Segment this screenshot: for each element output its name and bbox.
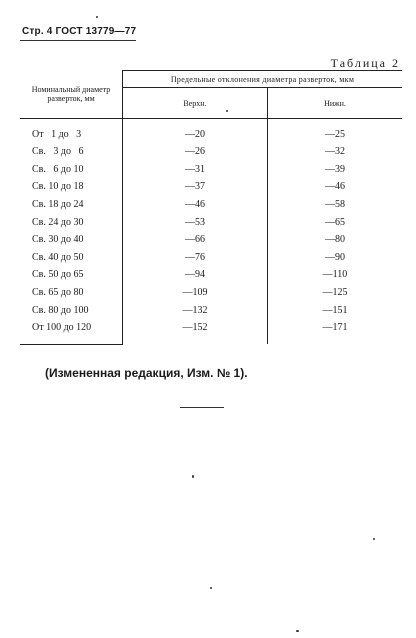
upper-deviation-cell: —152 <box>123 319 268 345</box>
diameter-cell: Св. 40 до 50 <box>32 251 84 263</box>
table-row <box>20 143 402 161</box>
upper-deviation-cell: —46 <box>123 196 268 214</box>
table-body <box>20 119 402 345</box>
diameter-cell: Св. 50 до 65 <box>32 269 84 281</box>
diameter-cell: Св. 80 до 100 <box>32 304 89 316</box>
table-row <box>20 196 402 214</box>
lower-deviation-cell: —39 <box>268 161 403 179</box>
upper-deviation-cell: —37 <box>123 178 268 196</box>
diameter-cell: Св. 18 до 24 <box>32 199 84 211</box>
table-label: Таблица 2 <box>330 56 400 70</box>
table-row <box>20 161 402 179</box>
amendment-note: (Измененная редакция, Изм. № 1). <box>45 366 248 380</box>
diameter-cell: От 100 до 120 <box>20 319 123 345</box>
upper-deviation-cell: —20 <box>123 119 268 144</box>
upper-deviation-cell: —53 <box>123 213 268 231</box>
lower-deviation-cell: —125 <box>268 284 403 302</box>
upper-deviation-cell: —132 <box>123 301 268 319</box>
header-underline <box>20 40 136 41</box>
upper-deviation-cell: —31 <box>123 161 268 179</box>
diameter-cell: Св. 65 до 80 <box>32 287 84 299</box>
table-row <box>20 266 402 284</box>
diameter-cell: Св. 6 до 10 <box>32 163 84 175</box>
diameter-cell: Св. 30 до 40 <box>32 234 84 246</box>
lower-deviation-cell: —110 <box>268 266 403 284</box>
page-header: Стр. 4 ГОСТ 13779—77 <box>22 26 137 37</box>
lower-deviation-cell: —46 <box>268 178 403 196</box>
upper-deviation-cell: —109 <box>123 284 268 302</box>
table-row <box>20 301 402 319</box>
upper-deviation-cell: —66 <box>123 231 268 249</box>
table-row <box>20 319 402 345</box>
lower-deviation-cell: —58 <box>268 196 403 214</box>
upper-deviation-header: Верхн. <box>123 88 268 119</box>
diameter-cell: Св. 3 до 6 <box>32 146 84 158</box>
scan-speck <box>226 110 228 112</box>
diameter-cell: Св. 24 до 30 <box>32 216 84 228</box>
deviations-group-header: Предельные отклонения диаметра разверток, мкм <box>123 71 403 88</box>
upper-deviation-cell: —26 <box>123 143 268 161</box>
scan-speck <box>192 475 194 478</box>
upper-deviation-cell: —76 <box>123 249 268 267</box>
diameter-cell: Св. 10 до 18 <box>32 181 84 193</box>
lower-deviation-cell: —65 <box>268 213 403 231</box>
diameter-cell: От 1 до 3 <box>32 128 82 140</box>
table-row <box>20 231 402 249</box>
scan-speck <box>373 538 375 540</box>
table-row <box>20 249 402 267</box>
table-row <box>20 284 402 302</box>
lower-deviation-cell: —171 <box>268 319 403 345</box>
scan-speck <box>96 16 98 18</box>
lower-deviation-cell: —151 <box>268 301 403 319</box>
scan-speck <box>210 587 212 589</box>
diameter-column-header: Номинальный диаметр разверток, мм <box>20 71 123 119</box>
closing-rule <box>180 407 224 408</box>
lower-deviation-cell: —80 <box>268 231 403 249</box>
lower-deviation-cell: —90 <box>268 249 403 267</box>
lower-deviation-cell: —25 <box>268 119 403 144</box>
lower-deviation-cell: —32 <box>268 143 403 161</box>
upper-deviation-cell: —94 <box>123 266 268 284</box>
table-row <box>20 213 402 231</box>
lower-deviation-header: Нижн. <box>268 88 403 119</box>
deviation-table <box>20 70 402 345</box>
table-row <box>20 178 402 196</box>
table-row <box>20 119 402 144</box>
scan-speck <box>296 630 299 632</box>
